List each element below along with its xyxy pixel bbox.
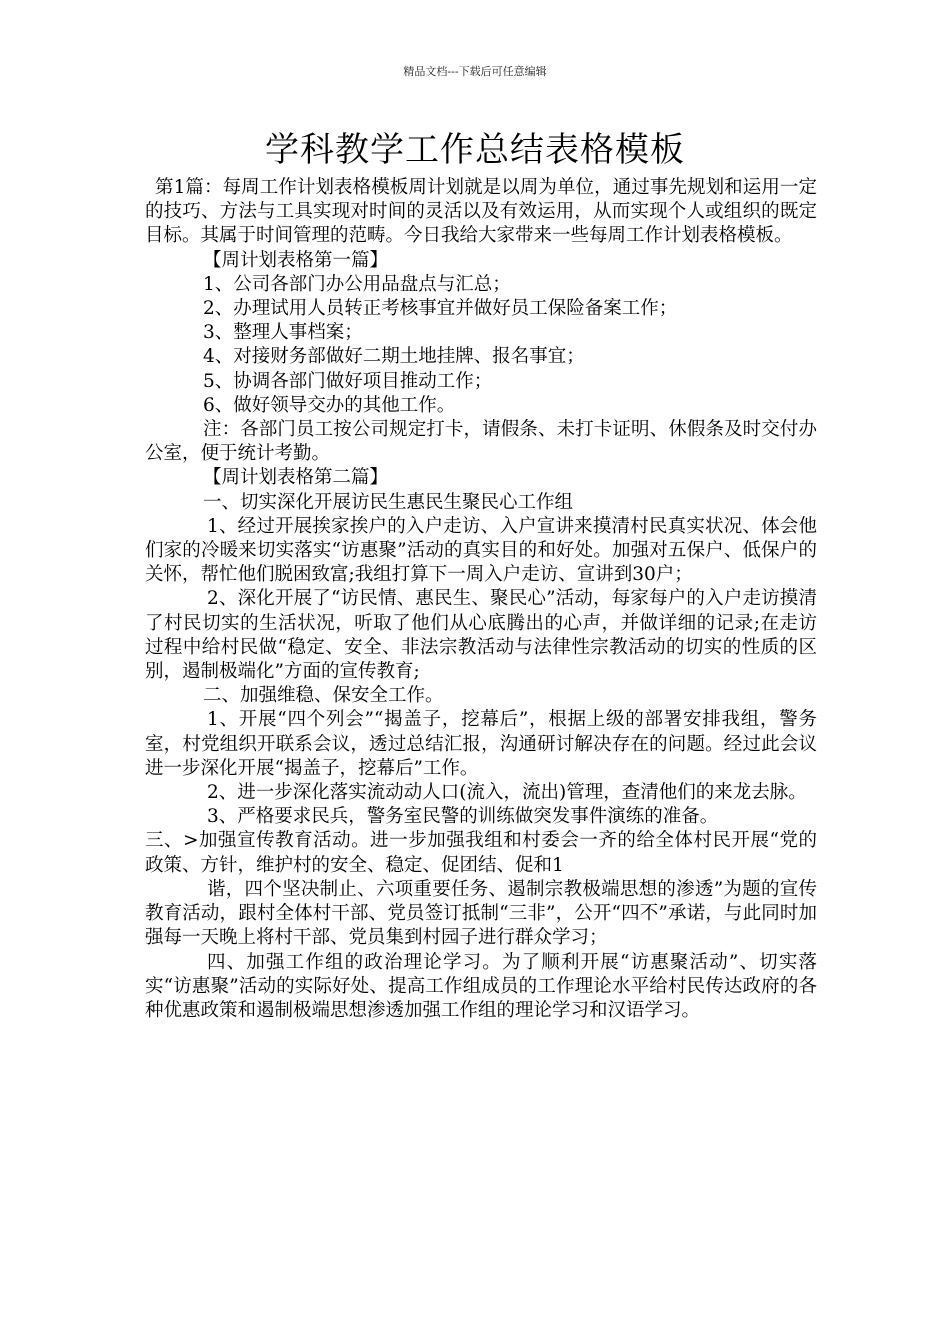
- body-paragraph: 四、加强工作组的政治理论学习。为了顺利开展“访惠聚活动”、切实落实“访惠聚”活动的实际好处、提高工作组成员的工作理论水平给村民传达政府的各种优惠政策和遏制极端思想渗透加强工作组的理论学习和汉语学习。: [145, 951, 817, 1021]
- list-item: 5、协调各部门做好项目推动工作；: [203, 370, 493, 392]
- document-title: 学科教学工作总结表格模板: [265, 130, 685, 170]
- section-heading-week-plan-2: 【周计划表格第二篇】: [203, 467, 389, 489]
- header-note: 精品文档---下载后可任意编辑: [403, 65, 547, 78]
- body-paragraph: 1、开展“四个列会”“揭盖子，挖幕后”，根据上级的部署安排我组，警务室，村党组织开联系会议，透过总结汇报，沟通研讨解决存在的问题。经过此会议进一步深化开展“揭盖子，挖幕后”工作。: [145, 709, 817, 779]
- body-paragraph: 1、经过开展挨家挨户的入户走访、入户宣讲来摸清村民真实状况、体会他们家的冷暖来切实落实“访惠聚”活动的真实目的和好处。加强对五保户、低保户的关怀，帮忙他们脱困致富;我组打算下一周入户走访、宣讲到30户；: [145, 515, 817, 586]
- body-paragraph: 2、进一步深化落实流动动人口(流入，流出)管理，查清他们的来龙去脉。: [207, 782, 807, 804]
- list-item: 1、公司各部门办公用品盘点与汇总；: [203, 273, 511, 295]
- list-item: 2、办理试用人员转正考核事宜并做好员工保险备案工作；: [203, 298, 678, 320]
- body-paragraph: 谐，四个坚决制止、六项重要任务、遏制宗教极端思想的渗透”为题的宣传教育活动，跟村全体村干部、党员签订抵制“三非”，公开“四不”承诺，与此同时加强每一天晚上将村干部、党员集到村园子进行群众学习；: [145, 878, 817, 949]
- list-item: 3、整理人事档案；: [203, 322, 363, 344]
- section-heading: 二、加强维稳、保安全工作。: [203, 685, 444, 707]
- document-body: [145, 176, 817, 1023]
- intro-paragraph: 第1篇：每周工作计划表格模板周计划就是以周为单位，通过事先规划和运用一定的技巧、方法与工具实现对时间的灵活以及有效运用，从而实现个人或组织的既定目标。其属于时间管理的范畴。今日我给大家带来一些每周工作计划表格模板。: [145, 177, 817, 247]
- list-item: 4、对接财务部做好二期土地挂牌、报名事宜；: [203, 346, 585, 368]
- body-paragraph: 2、深化开展了“访民情、惠民生、聚民心”活动，每家每户的入户走访摸清了村民切实的生活状况，听取了他们从心底腾出的心声，并做详细的记录;在走访过程中给村民做“稳定、安全、非法宗教活动与法律性宗教活动的切实的性质的区别，遏制极端化”方面的宣传教育;: [145, 588, 817, 683]
- section-heading: 一、切实深化开展访民生惠民生聚民心工作组: [203, 491, 574, 513]
- note-paragraph: 注：各部门员工按公司规定打卡，请假条、未打卡证明、休假条及时交付办公室，便于统计考勤。: [145, 419, 817, 465]
- section-heading-week-plan-1: 【周计划表格第一篇】: [203, 249, 389, 271]
- list-item: 6、做好领导交办的其他工作。: [203, 394, 456, 416]
- body-paragraph: 三、>加强宣传教育活动。进一步加强我组和村委会一齐的给全体村民开展“党的政策、方针，维护村的安全、稳定、促团结、促和1: [145, 830, 817, 876]
- body-paragraph: 3、严格要求民兵，警务室民警的训练做突发事件演练的准备。: [207, 806, 719, 828]
